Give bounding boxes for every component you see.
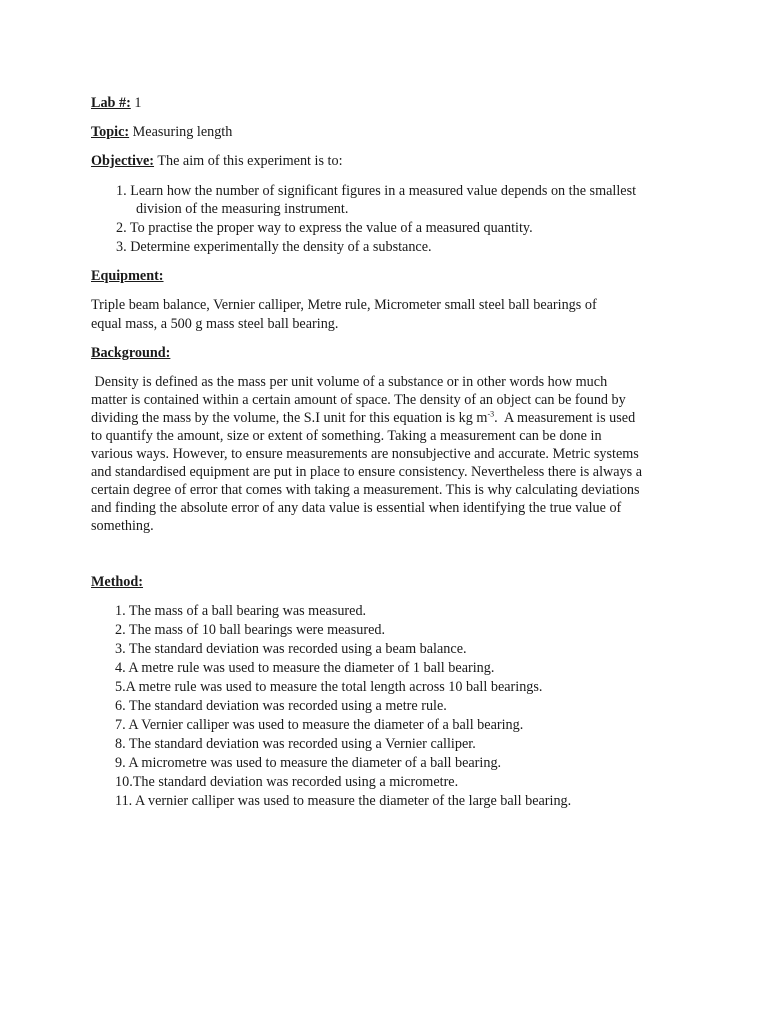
unit-exponent: -3 — [487, 409, 495, 419]
topic-value: Measuring length — [129, 124, 233, 140]
lab-number-value: 1 — [130, 95, 142, 111]
method-heading — [91, 573, 143, 591]
background-text-line: Density is defined as the mass per unit volume of a substance or in other words how much — [91, 374, 608, 390]
method-step: 4. A metre rule was used to measure the diameter of 1 ball bearing. — [115, 660, 495, 676]
background-text-line: various ways. However, to ensure measurements are nonsubjective and accurate. Metric systems — [91, 446, 639, 462]
method-step: 11. A vernier calliper was used to measure the diameter of the large ball bearing. — [115, 793, 572, 809]
background-text-line: to quantify the amount, size or extent of something. Taking a measurement can be done in — [91, 428, 602, 444]
objective-line — [91, 152, 343, 170]
objective-label: Objective: — [91, 153, 155, 169]
lab-number-label: Lab #: — [91, 95, 131, 111]
method-step: 8. The standard deviation was recorded using a Vernier calliper. — [115, 736, 476, 752]
equipment-label: Equipment: — [91, 268, 164, 284]
background-text-segment: . A measurement is used — [494, 410, 636, 426]
equipment-text-line: equal mass, a 500 g mass steel ball bearing. — [91, 316, 339, 332]
objective-item: 2. To practise the proper way to express the value of a measured quantity. — [116, 220, 533, 236]
topic-label: Topic: — [91, 124, 130, 140]
method-step: 5.A metre rule was used to measure the total length across 10 ball bearings. — [115, 679, 543, 695]
background-text-line: and finding the absolute error of any data value is essential when identifying the true value of — [91, 500, 622, 516]
equipment-heading — [91, 267, 164, 285]
method-step: 6. The standard deviation was recorded using a metre rule. — [115, 698, 447, 714]
method-step: 7. A Vernier calliper was used to measure the diameter of a ball bearing. — [115, 717, 524, 733]
method-step: 2. The mass of 10 ball bearings were measured. — [115, 622, 386, 638]
background-label: Background: — [91, 345, 171, 361]
lab-number-line — [91, 94, 141, 112]
background-text-segment: dividing the mass by the volume, the S.I unit for this equation is kg m — [91, 410, 488, 426]
background-text-line: matter is contained within a certain amount of space. The density of an object can be found by — [91, 392, 626, 408]
background-text-line: something. — [91, 518, 154, 534]
equipment-text-line: Triple beam balance, Vernier calliper, Metre rule, Micrometer small steel ball bearings of — [91, 297, 597, 313]
method-label: Method: — [91, 574, 144, 590]
background-text-line-unit — [91, 409, 635, 427]
background-heading — [91, 344, 170, 362]
objective-intro: The aim of this experiment is to: — [154, 153, 343, 169]
background-text-line: certain degree of error that comes with taking a measurement. This is why calculating deviations — [91, 482, 640, 498]
topic-line — [91, 123, 232, 141]
method-step: 1. The mass of a ball bearing was measured. — [115, 603, 367, 619]
method-step: 9. A micrometre was used to measure the diameter of a ball bearing. — [115, 755, 502, 771]
method-step: 3. The standard deviation was recorded using a beam balance. — [115, 641, 467, 657]
objective-item: 3. Determine experimentally the density of a substance. — [116, 239, 432, 255]
background-text-line: and standardised equipment are put in place to ensure consistency. Nevertheless there is always a — [91, 464, 643, 480]
objective-item-continuation: division of the measuring instrument. — [136, 201, 349, 217]
objective-item: 1. Learn how the number of significant figures in a measured value depends on the smallest — [116, 183, 637, 199]
method-step: 10.The standard deviation was recorded using a micrometre. — [115, 774, 459, 790]
